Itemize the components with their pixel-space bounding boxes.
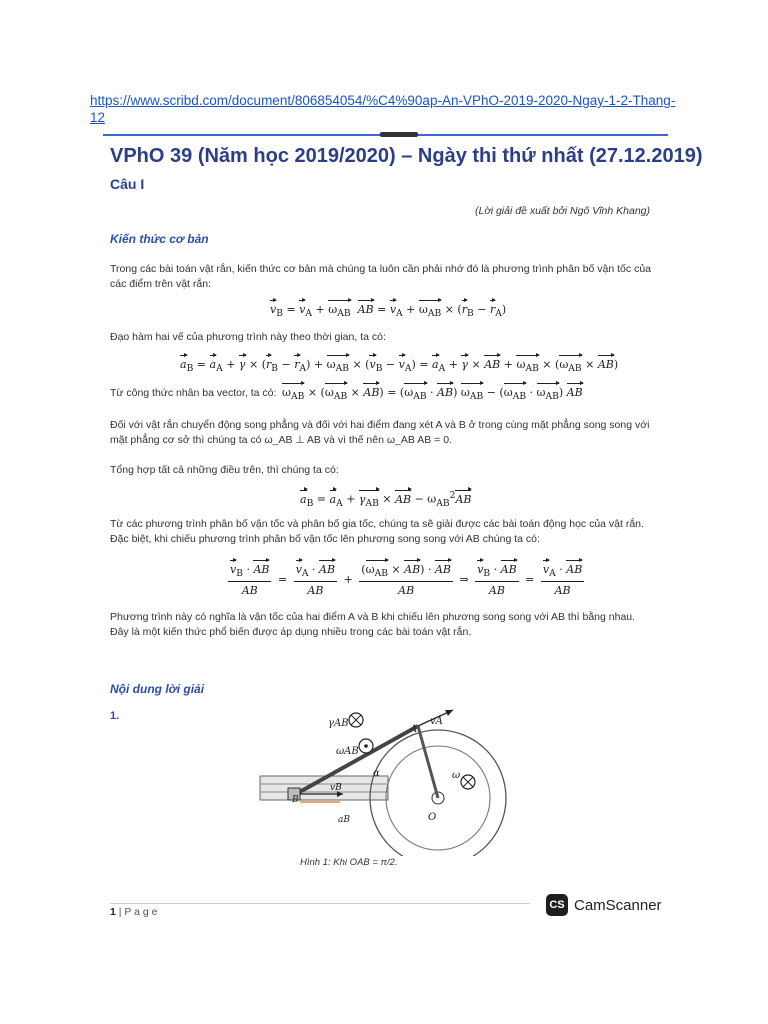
- label-gamma: γAB: [328, 718, 349, 729]
- solution-credit: (Lời giải đề xuất bởi Ngô Vĩnh Khang): [475, 205, 650, 217]
- label-o: O: [428, 812, 437, 823]
- label-b: B: [292, 795, 299, 805]
- item-number: 1.: [110, 710, 120, 722]
- camscanner-text: CamScanner: [574, 896, 662, 914]
- section-basic-knowledge: Kiến thức cơ bản: [110, 232, 209, 246]
- equation-acceleration: $a_B = a_A + \gamma \times (r_B - r_A) + \omega_{AB} \times (v_B - v_A) = a_A + \gamma$ × AB + $\omega_{AB} \times (\omega_{AB} \times AB)$: [180, 358, 619, 375]
- label-omega: ω: [452, 770, 461, 781]
- source-link[interactable]: https://www.scribd.com/document/806854054/%C4%90ap-An-VPhO-2019-2020-Ngay-1-2-Thang-12: [90, 93, 676, 125]
- paragraph-plane-motion: Đối với vật rắn chuyển động song phẳng và đối với hai điểm đang xét A và B ở trong cùng mặt phẳng song song với mặt phẳng cơ sở thì chúng ta có ω_AB ⊥ AB và vì thế nên ω_AB AB = 0.: [110, 419, 650, 446]
- figure-mechanism: [258, 706, 510, 856]
- label-ab-acc: aB: [338, 815, 350, 825]
- section-solution: Nội dung lời giải: [110, 682, 205, 696]
- paragraph-projection: Từ các phương trình phân bố vận tốc và phân bố gia tốc, chúng ta sẽ giải được các bài toán động học của vật rắn. Đặc biệt, khi chiếu phương trình phân bố vận tốc lên phương song song với AB chúng ta có:: [110, 518, 644, 545]
- page-number: 1: [110, 906, 116, 918]
- scan-mark: [380, 132, 418, 137]
- label-omega-ab: ωAB: [336, 746, 359, 757]
- footer-rule: [110, 903, 530, 904]
- equation-velocity: $v_B = v_A + \omega_{AB}$ AB = $v_A + \omega_{AB} \times (r_B - r_A)$: [270, 303, 507, 320]
- document-title: VPhO 39 (Năm học 2019/2020) – Ngày thi thứ nhất (27.12.2019): [110, 145, 703, 167]
- paragraph-intro: Trong các bài toán vật rắn, kiến thức cơ bản mà chúng ta luôn cần phải nhớ đó là phương trình phân bố vận tốc của các điểm trên vật rắn:: [110, 263, 651, 290]
- paragraph-meaning: Phương trình này có nghĩa là vận tốc của hai điểm A và B khi chiếu lên phương song song với AB thì bằng nhau. Đây là một kiến thức phổ biến được áp dụng nhiều trong các bài toán vật rắn.: [110, 611, 636, 638]
- paragraph-triple-product: Từ công thức nhân ba vector, ta có:: [110, 387, 277, 399]
- camscanner-watermark: [546, 894, 662, 916]
- crank-oa: [418, 726, 438, 798]
- equation-summary: $a_B = a_A + \gamma_{AB}$ × AB − $\omega_{AB}^2AB$: [300, 490, 472, 509]
- page-label: | P a g e: [118, 906, 158, 918]
- camscanner-logo-icon: CS: [546, 894, 568, 916]
- label-va: vA: [430, 716, 443, 727]
- equation-triple-product: $\omega_{AB} \times (\omega_{AB} \times AB) = (\omega_{AB} \cdot AB) \omega_{AB} - (\omega_{AB} \cdot \omega_{AB})$ AB: [282, 386, 583, 403]
- figure-caption: Hình 1: Khi OAB = π/2.: [300, 857, 398, 868]
- label-alpha: α: [373, 768, 380, 779]
- label-vb: vB: [330, 783, 342, 793]
- equation-projection: $\frac{v_B \cdot AB}{AB}$ = $\frac{v_A \cdot AB}{AB}$ + $\frac{(\omega_{AB} \times AB) \cdot AB}{AB}$ ⇒ $\frac{v_B \cdot AB}{AB}$ = $\frac{v_A \cdot AB}{AB}$: [230, 563, 583, 598]
- question-heading: Câu I: [110, 176, 145, 192]
- page-footer: [110, 906, 158, 918]
- paragraph-summary: Tổng hợp tất cả những điều trên, thì chúng ta có:: [110, 464, 339, 476]
- label-a: A: [410, 724, 418, 735]
- paragraph-derivative: Đạo hàm hai vế của phương trình này theo thời gian, ta có:: [110, 331, 386, 343]
